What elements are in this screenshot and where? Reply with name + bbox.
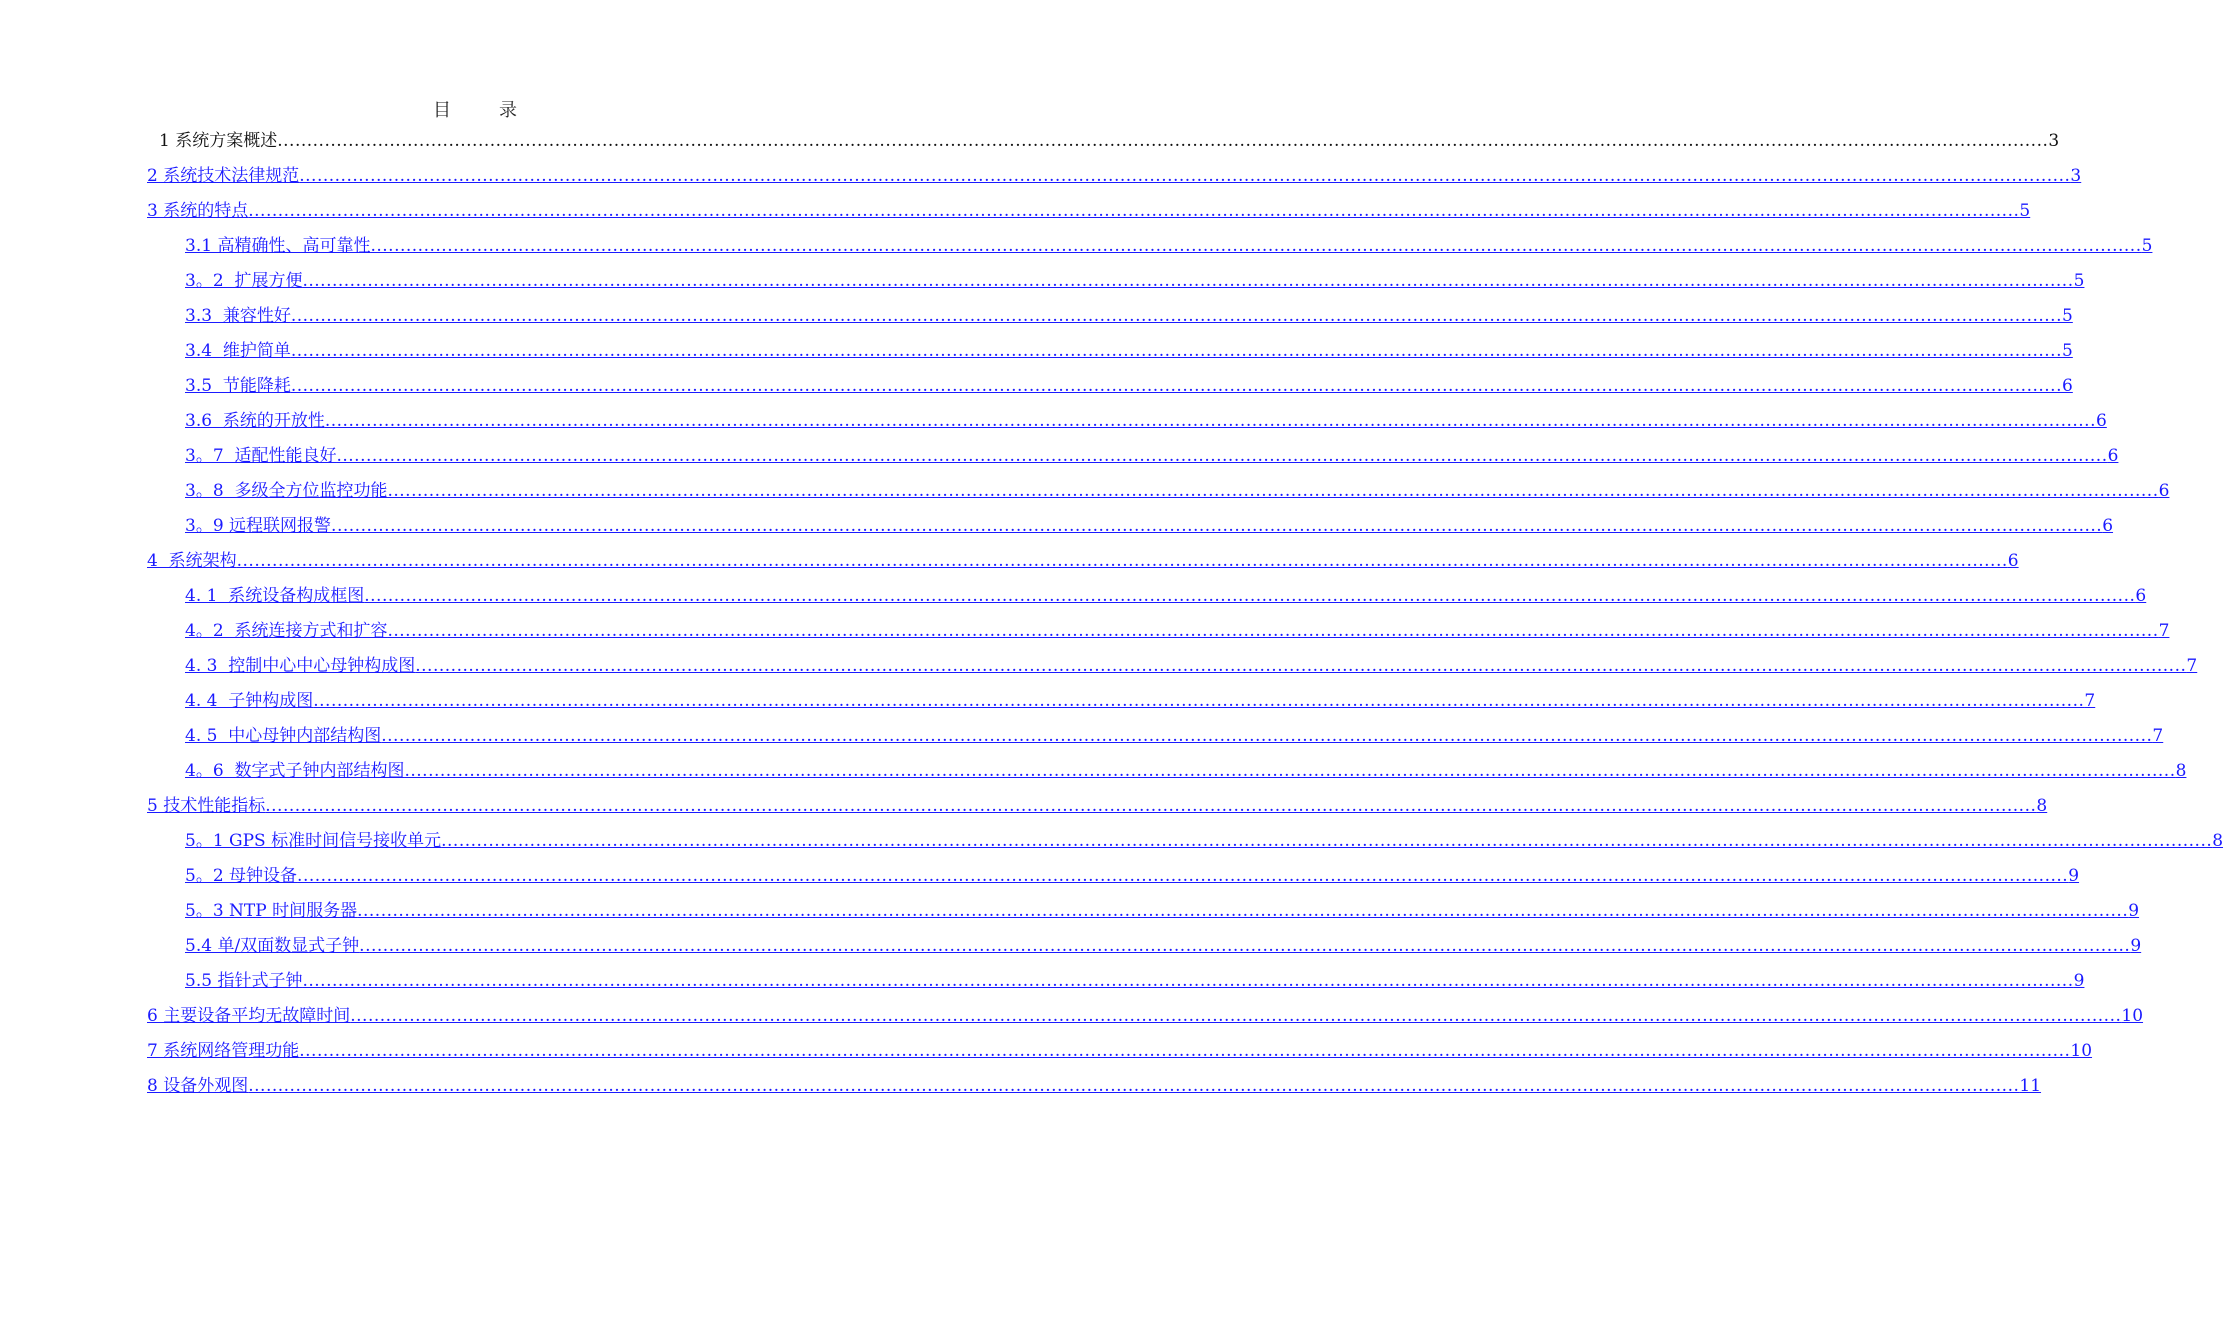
toc-entry-page: 3 — [2048, 131, 2060, 151]
toc-entry — [147, 122, 2060, 157]
toc-entry[interactable] — [147, 297, 2073, 332]
toc-leader-dots: ............................................................................................................................................................................................................................................................................................................ — [357, 901, 2129, 921]
toc-entry[interactable] — [147, 612, 2170, 647]
toc-entry-label: 4。2 系统连接方式和扩容 — [185, 621, 388, 641]
toc-leader-dots: ............................................................................................................................................................................................................................................................................................................ — [381, 726, 2153, 746]
toc-entry-page: 9 — [2128, 901, 2140, 921]
toc-leader-dots: ............................................................................................................................................................................................................................................................................................................ — [277, 131, 2049, 151]
toc-entry[interactable] — [147, 787, 2048, 822]
toc-entry-page: 7 — [2084, 691, 2096, 711]
toc-entry-page: 5 — [2019, 201, 2031, 221]
toc-leader-dots: ............................................................................................................................................................................................................................................................................................................ — [299, 1041, 2071, 1061]
toc-entry-page: 10 — [2070, 1041, 2093, 1061]
toc-leader-dots: ............................................................................................................................................................................................................................................................................................................ — [370, 236, 2142, 256]
toc-leader-dots: ............................................................................................................................................................................................................................................................................................................ — [297, 866, 2069, 886]
toc-leader-dots: ............................................................................................................................................................................................................................................................................................................ — [290, 341, 2062, 361]
toc-leader-dots: ............................................................................................................................................................................................................................................................................................................ — [331, 516, 2103, 536]
toc-entry[interactable] — [147, 192, 2031, 227]
toc-entry-page: 7 — [2152, 726, 2164, 746]
toc-entry[interactable] — [147, 1067, 2042, 1102]
toc-entry-page: 6 — [2062, 376, 2073, 396]
toc-leader-dots: ............................................................................................................................................................................................................................................................................................................ — [290, 376, 2062, 396]
toc-entry[interactable] — [147, 332, 2073, 367]
toc-entry-page: 6 — [2007, 551, 2019, 571]
toc-entry[interactable] — [147, 227, 2153, 262]
toc-leader-dots: ............................................................................................................................................................................................................................................................................................................ — [299, 166, 2071, 186]
toc-entry[interactable] — [147, 822, 2223, 857]
toc-entry-label: 4 系统架构 — [147, 551, 237, 571]
toc-entry-label: 4。6 数字式子钟内部结构图 — [185, 761, 405, 781]
toc-leader-dots: ............................................................................................................................................................................................................................................................................................................ — [415, 656, 2187, 676]
toc-entry-page: 5 — [2141, 236, 2153, 256]
toc-leader-dots: ............................................................................................................................................................................................................................................................................................................ — [387, 481, 2159, 501]
toc-entry-label: 3.3 兼容性好 — [185, 306, 291, 326]
toc-entry[interactable] — [147, 472, 2170, 507]
toc-entry[interactable] — [147, 997, 2144, 1032]
toc-entry[interactable] — [147, 262, 2085, 297]
toc-entry-label: 4. 3 控制中心中心母钟构成图 — [185, 656, 416, 676]
toc-entry[interactable] — [147, 577, 2147, 612]
toc-entry[interactable] — [147, 752, 2187, 787]
toc-entry-label: 3。2 扩展方便 — [185, 271, 303, 291]
toc-entry[interactable] — [147, 927, 2142, 962]
toc-entry-page: 5 — [2073, 271, 2085, 291]
toc-entry-label: 7 系统网络管理功能 — [147, 1041, 300, 1061]
toc-entry-label: 1 系统方案概述 — [159, 131, 278, 151]
toc-entry-page: 3 — [2070, 166, 2082, 186]
toc-entry-label: 4. 5 中心母钟内部结构图 — [185, 726, 382, 746]
toc-entry-page: 6 — [2102, 516, 2114, 536]
toc-entry-page: 9 — [2068, 866, 2080, 886]
toc-entry-label: 8 设备外观图 — [147, 1076, 249, 1096]
toc-entry[interactable] — [147, 437, 2119, 472]
toc-entry-label: 3.4 维护简单 — [185, 341, 291, 361]
toc-entry-page: 9 — [2073, 971, 2085, 991]
toc-entry-label: 2 系统技术法律规范 — [147, 166, 300, 186]
toc-entry-label: 3.6 系统的开放性 — [185, 411, 325, 431]
toc-entry-page: 6 — [2158, 481, 2170, 501]
toc-entry-page: 5 — [2062, 306, 2073, 326]
toc-entry-page: 6 — [2107, 446, 2119, 466]
toc-entry-page: 11 — [2019, 1076, 2042, 1096]
toc-leader-dots: ............................................................................................................................................................................................................................................................................................................ — [350, 1006, 2122, 1026]
toc-entry[interactable] — [147, 892, 2140, 927]
toc-entry[interactable] — [147, 507, 2114, 542]
toc-entry[interactable] — [147, 1032, 2093, 1067]
toc-entry[interactable] — [147, 857, 2080, 892]
toc-entry[interactable] — [147, 717, 2164, 752]
toc-leader-dots: ............................................................................................................................................................................................................................................................................................................ — [387, 621, 2159, 641]
toc-leader-dots: ............................................................................................................................................................................................................................................................................................................ — [302, 971, 2074, 991]
toc-entry-page: 6 — [2135, 586, 2147, 606]
toc-leader-dots: ............................................................................................................................................................................................................................................................................................................ — [248, 1076, 2020, 1096]
toc-entry-label: 5。1 GPS 标准时间信号接收单元 — [185, 831, 442, 851]
table-of-contents — [147, 122, 2223, 1102]
toc-entry-label: 5。3 NTP 时间服务器 — [185, 901, 358, 921]
toc-entry-label: 4. 1 系统设备构成框图 — [185, 586, 365, 606]
toc-entry-label: 4. 4 子钟构成图 — [185, 691, 314, 711]
toc-entry[interactable] — [147, 962, 2085, 997]
toc-entry-label: 5。2 母钟设备 — [185, 866, 298, 886]
toc-entry-label: 5.4 单/双面数显式子钟 — [185, 936, 360, 956]
toc-entry-page: 7 — [2186, 656, 2198, 676]
toc-leader-dots: ............................................................................................................................................................................................................................................................................................................ — [324, 411, 2096, 431]
toc-leader-dots: ............................................................................................................................................................................................................................................................................................................ — [313, 691, 2085, 711]
toc-title-char-2: 录 — [499, 100, 517, 121]
toc-entry[interactable] — [147, 157, 2082, 192]
toc-entry-label: 3。7 适配性能良好 — [185, 446, 337, 466]
toc-leader-dots: ............................................................................................................................................................................................................................................................................................................ — [364, 586, 2136, 606]
toc-entry-label: 3。9 远程联网报警 — [185, 516, 332, 536]
toc-entry-label: 3.5 节能降耗 — [185, 376, 291, 396]
toc-entry-label: 5 技术性能指标 — [147, 796, 266, 816]
toc-entry[interactable] — [147, 367, 2073, 402]
toc-entry-label: 3。8 多级全方位监控功能 — [185, 481, 388, 501]
toc-title-char-1: 目 — [433, 100, 451, 121]
toc-entry-page: 8 — [2175, 761, 2187, 781]
toc-leader-dots: ............................................................................................................................................................................................................................................................................................................ — [441, 831, 2213, 851]
toc-entry-page: 6 — [2096, 411, 2107, 431]
toc-entry[interactable] — [147, 542, 2019, 577]
toc-leader-dots: ............................................................................................................................................................................................................................................................................................................ — [236, 551, 2008, 571]
toc-entry-label: 3.1 高精确性、高可靠性 — [185, 236, 371, 256]
toc-leader-dots: ............................................................................................................................................................................................................................................................................................................ — [290, 306, 2062, 326]
toc-leader-dots: ............................................................................................................................................................................................................................................................................................................ — [248, 201, 2020, 221]
toc-entry-label: 6 主要设备平均无故障时间 — [147, 1006, 351, 1026]
toc-entry-page: 10 — [2121, 1006, 2144, 1026]
toc-leader-dots: ............................................................................................................................................................................................................................................................................................................ — [265, 796, 2037, 816]
toc-entry-page: 5 — [2062, 341, 2073, 361]
toc-entry-label: 5.5 指针式子钟 — [185, 971, 303, 991]
toc-entry-page: 7 — [2158, 621, 2170, 641]
toc-leader-dots: ............................................................................................................................................................................................................................................................................................................ — [404, 761, 2176, 781]
toc-leader-dots: ............................................................................................................................................................................................................................................................................................................ — [359, 936, 2131, 956]
toc-entry[interactable] — [147, 647, 2198, 682]
toc-leader-dots: ............................................................................................................................................................................................................................................................................................................ — [336, 446, 2108, 466]
toc-entry-page: 9 — [2130, 936, 2142, 956]
toc-entry[interactable] — [147, 682, 2096, 717]
toc-entry-label: 3 系统的特点 — [147, 201, 249, 221]
toc-title — [0, 96, 950, 122]
toc-leader-dots: ............................................................................................................................................................................................................................................................................................................ — [302, 271, 2074, 291]
toc-entry-page: 8 — [2212, 831, 2223, 851]
toc-entry-page: 8 — [2036, 796, 2048, 816]
toc-entry[interactable] — [147, 402, 2107, 437]
